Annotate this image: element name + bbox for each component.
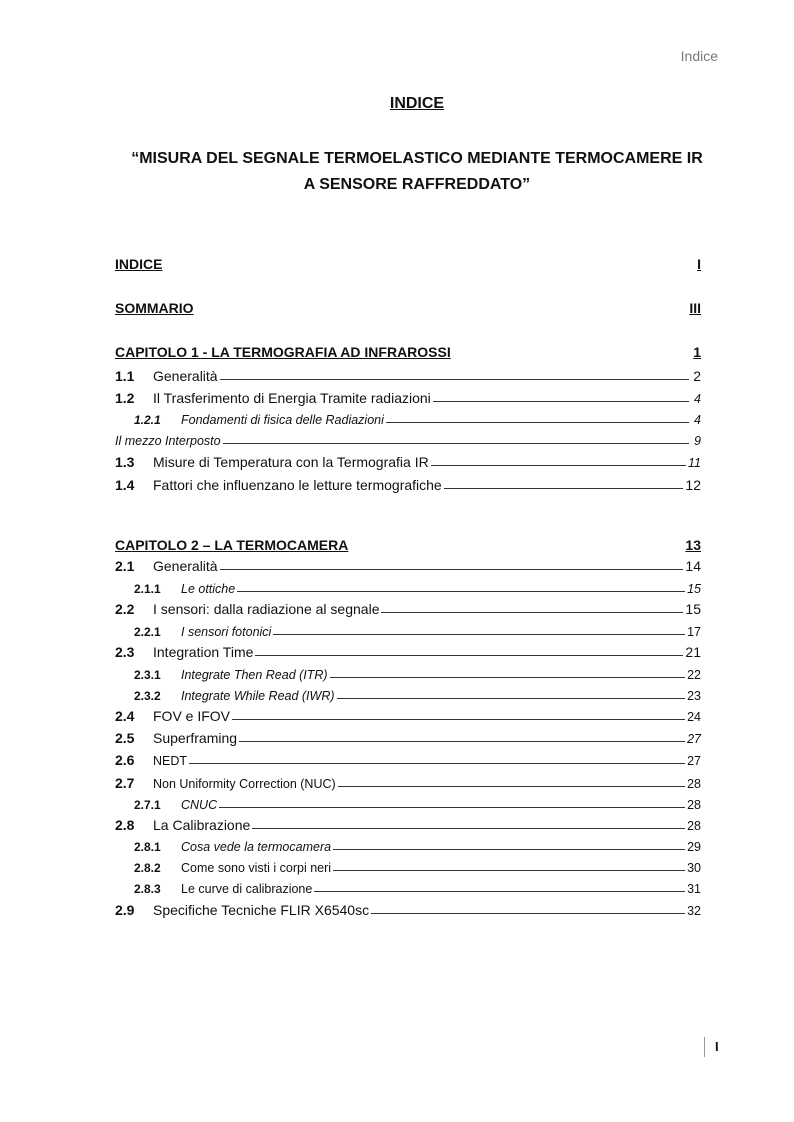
- toc-entry-1-1[interactable]: [115, 364, 701, 384]
- toc-entry-number: 2.8.3: [134, 882, 161, 896]
- toc-entry-page: 2: [693, 368, 701, 384]
- toc-entry-2-3-2[interactable]: [115, 683, 701, 703]
- toc-leader-line: [239, 741, 685, 742]
- toc-entry-number: 1.2: [115, 390, 135, 406]
- toc-entry-2-4[interactable]: [115, 704, 701, 724]
- page-title: INDICE: [389, 95, 445, 112]
- toc-leader-line: [220, 379, 689, 380]
- toc-entry-2-6[interactable]: [115, 748, 701, 768]
- toc-leader-line: [252, 828, 685, 829]
- toc-leader-line: [189, 763, 685, 764]
- toc-entry-number: 1.3: [115, 454, 135, 470]
- toc-entry-text: Misure di Temperatura con la Termografia IR: [153, 454, 429, 470]
- toc-entry-number: 2.6: [115, 752, 135, 768]
- toc-entry-1-2-1[interactable]: [115, 407, 701, 427]
- toc-entry-number: 2.4: [115, 708, 135, 724]
- toc-entry-text: I sensori: dalla radiazione al segnale: [153, 601, 380, 617]
- toc-entry-text: Le ottiche: [181, 582, 236, 596]
- toc-entry-number: 2.2: [115, 601, 135, 617]
- toc-entry-number: 2.3: [115, 644, 135, 660]
- toc-entry-text: SOMMARIO: [115, 300, 194, 316]
- toc-leader-line: [232, 719, 685, 720]
- running-header: Indice: [680, 48, 718, 64]
- toc-entry-text: La Calibrazione: [153, 817, 251, 833]
- toc-entry-number: 1.1: [115, 368, 135, 384]
- toc-entry-page: 15: [685, 601, 701, 617]
- toc-entry-indice[interactable]: [115, 252, 701, 272]
- toc-entry-number: 2.7.1: [134, 798, 161, 812]
- toc-entry-number: 2.1.1: [134, 582, 161, 596]
- toc-entry-2-8[interactable]: [115, 813, 701, 833]
- toc-entry-page: 14: [685, 558, 701, 574]
- toc-entry-2-7-1[interactable]: [115, 792, 701, 812]
- toc-leader-line: [330, 677, 685, 678]
- toc-entry-text: Integration Time: [153, 644, 254, 660]
- toc-entry-text: Generalità: [153, 368, 218, 384]
- toc-entry-number: 2.9: [115, 902, 135, 918]
- toc-entry-1-2[interactable]: [115, 386, 701, 406]
- toc-entry-text: INDICE: [115, 256, 163, 272]
- toc-leader-line: [337, 698, 686, 699]
- toc-entry-number: 2.8.2: [134, 861, 161, 875]
- toc-entry-2-1[interactable]: [115, 554, 701, 574]
- toc-entry-page: III: [689, 300, 701, 316]
- toc-entry-page: 32: [687, 904, 701, 918]
- toc-entry-page: 31: [687, 882, 701, 896]
- toc-entry-page: 4: [694, 392, 701, 406]
- toc-entry-text: Integrate Then Read (ITR): [181, 668, 328, 682]
- toc-entry-text: I sensori fotonici: [181, 625, 272, 639]
- toc-entry-text: FOV e IFOV: [153, 708, 231, 724]
- toc-leader-line: [444, 488, 684, 489]
- toc-leader-line: [223, 443, 689, 444]
- toc-entry-text: CAPITOLO 2 – LA TERMOCAMERA: [115, 537, 349, 553]
- toc-leader-line: [314, 891, 685, 892]
- toc-entry-2-2[interactable]: [115, 597, 701, 617]
- toc-entry-page: 4: [694, 413, 701, 427]
- toc-entry-number: 1.4: [115, 477, 135, 493]
- toc-entry-page: 13: [685, 537, 701, 553]
- toc-entry-page: 29: [687, 840, 701, 854]
- toc-entry-text: CAPITOLO 1 - LA TERMOGRAFIA AD INFRAROSSI: [115, 344, 451, 360]
- toc-leader-line: [381, 612, 683, 613]
- toc-entry-text: Integrate While Read (IWR): [181, 689, 335, 703]
- toc-entry-page: 9: [694, 434, 701, 448]
- toc-entry-text: Fondamenti di fisica delle Radiazioni: [181, 413, 384, 427]
- toc-entry-mezzo-interposto[interactable]: [115, 428, 701, 448]
- toc-leader-line: [431, 465, 686, 466]
- toc-entry-2-2-1[interactable]: [115, 619, 701, 639]
- toc-entry-chapter-1[interactable]: [115, 340, 701, 360]
- toc-entry-2-1-1[interactable]: [115, 576, 701, 596]
- toc-entry-number: 2.7: [115, 775, 135, 791]
- toc-entry-number: 2.2.1: [134, 625, 161, 639]
- toc-entry-2-7[interactable]: [115, 771, 701, 791]
- toc-entry-page: 28: [687, 777, 701, 791]
- toc-entry-number: 2.5: [115, 730, 135, 746]
- toc-entry-page: 24: [687, 710, 701, 724]
- toc-entry-page: 28: [687, 798, 701, 812]
- toc-entry-page: 11: [688, 456, 701, 470]
- toc-entry-2-8-2[interactable]: [115, 855, 701, 875]
- toc-entry-text: Il mezzo Interposto: [115, 434, 221, 448]
- toc-entry-2-3[interactable]: [115, 640, 701, 660]
- toc-leader-line: [333, 849, 685, 850]
- toc-entry-page: 1: [693, 344, 701, 360]
- toc-entry-page: I: [697, 256, 701, 272]
- toc-entry-page: 30: [687, 861, 701, 875]
- toc-leader-line: [219, 807, 685, 808]
- toc-entry-page: 27: [687, 732, 701, 746]
- toc-entry-page: 27: [687, 754, 701, 768]
- toc-entry-page: 12: [685, 477, 701, 493]
- toc-entry-text: Come sono visti i corpi neri: [181, 861, 332, 875]
- toc-entry-number: 2.8: [115, 817, 135, 833]
- toc-entry-text: Le curve di calibrazione: [181, 882, 313, 896]
- toc-entry-text: Specifiche Tecniche FLIR X6540sc: [153, 902, 370, 918]
- toc-entry-number: 2.8.1: [134, 840, 161, 854]
- toc-entry-number: 2.3.1: [134, 668, 161, 682]
- toc-entry-2-8-1[interactable]: [115, 834, 701, 854]
- toc-leader-line: [333, 870, 685, 871]
- toc-entry-2-9[interactable]: [115, 898, 701, 918]
- toc-entry-1-4[interactable]: [115, 473, 701, 493]
- toc-entry-page: 28: [687, 819, 701, 833]
- toc-entry-chapter-2[interactable]: [115, 533, 701, 553]
- toc-entry-2-8-3[interactable]: [115, 876, 701, 896]
- toc-entry-2-3-1[interactable]: [115, 662, 701, 682]
- toc-entry-number: 2.3.2: [134, 689, 161, 703]
- toc-leader-line: [386, 422, 689, 423]
- toc-entry-text: Non Uniformity Correction (NUC): [153, 777, 336, 791]
- toc-entry-text: Superframing: [153, 730, 238, 746]
- toc-entry-text: Il Trasferimento di Energia Tramite radiazioni: [153, 390, 431, 406]
- toc-entry-2-5[interactable]: [115, 726, 701, 746]
- toc-entry-number: 1.2.1: [134, 413, 161, 427]
- toc-entry-page: 23: [687, 689, 701, 703]
- page-number: I: [704, 1037, 719, 1057]
- toc-entry-page: 22: [687, 668, 701, 682]
- toc-entry-1-3[interactable]: [115, 450, 701, 470]
- toc-leader-line: [220, 569, 684, 570]
- toc-entry-page: 17: [687, 625, 701, 639]
- toc-leader-line: [371, 913, 685, 914]
- toc-entry-text: NEDT: [153, 754, 188, 768]
- toc-entry-number: 2.1: [115, 558, 135, 574]
- toc-entry-text: Generalità: [153, 558, 218, 574]
- toc-entry-page: 21: [685, 644, 701, 660]
- toc-leader-line: [273, 634, 685, 635]
- toc-leader-line: [237, 591, 685, 592]
- toc-entry-page: 15: [687, 582, 701, 596]
- toc-entry-text: Cosa vede la termocamera: [181, 840, 332, 854]
- toc-leader-line: [255, 655, 683, 656]
- toc-leader-line: [433, 401, 689, 402]
- toc-entry-text: Fattori che influenzano le letture termografiche: [153, 477, 442, 493]
- toc-entry-sommario[interactable]: [115, 296, 701, 316]
- toc-leader-line: [338, 786, 685, 787]
- thesis-title: “MISURA DEL SEGNALE TERMOELASTICO MEDIANTE TERMOCAMERE IR A SENSORE RAFFREDDATO”: [131, 150, 703, 193]
- toc-entry-text: CNUC: [181, 798, 218, 812]
